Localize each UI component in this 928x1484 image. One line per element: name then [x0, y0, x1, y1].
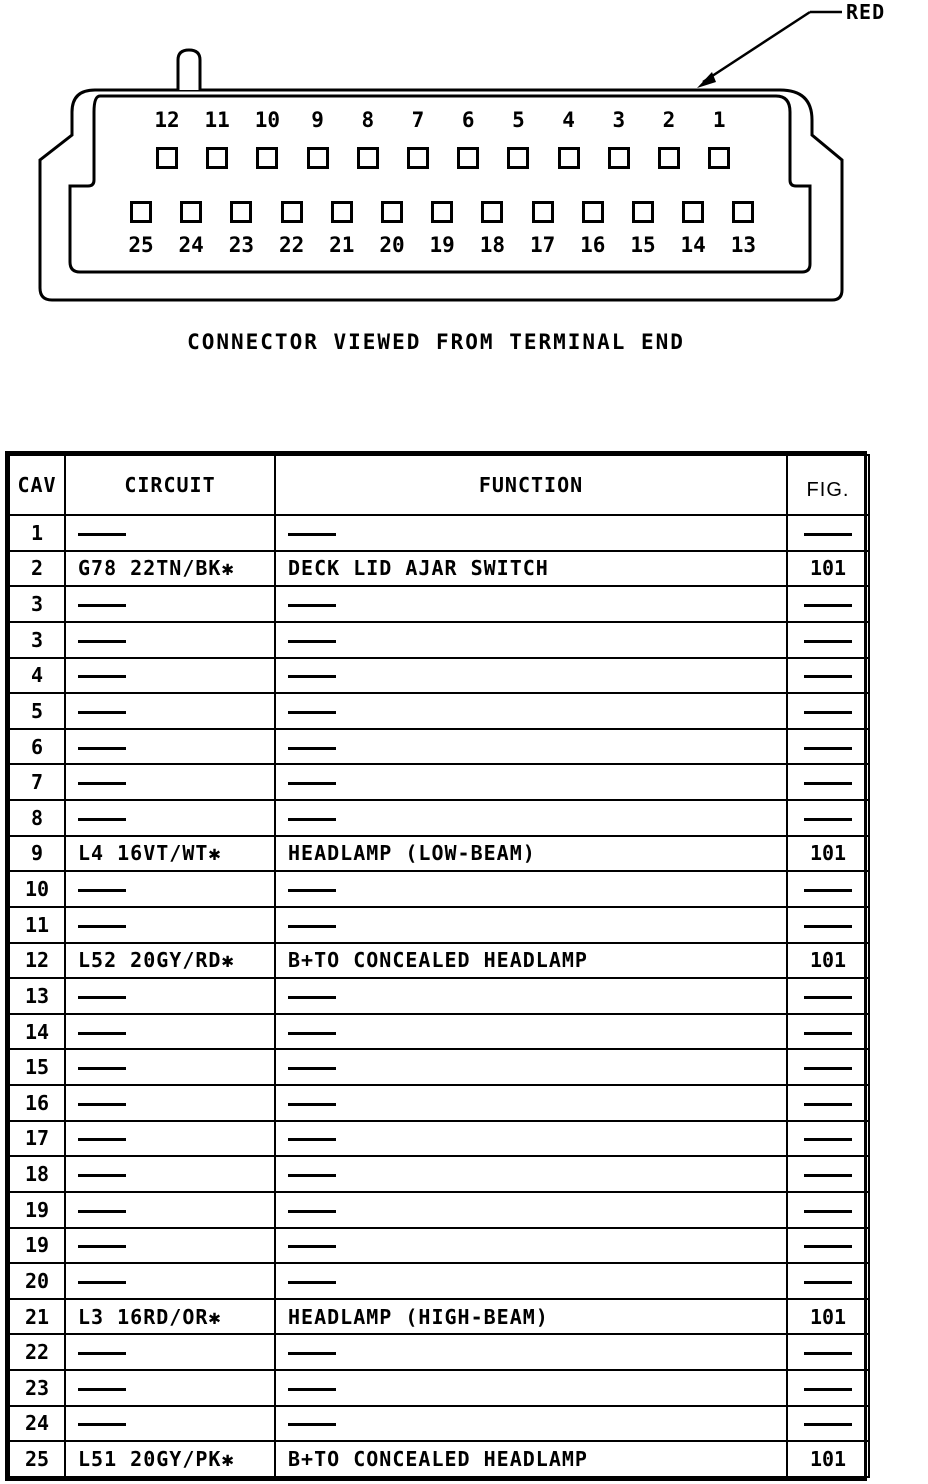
pin-number-label: 4: [562, 108, 575, 132]
fig-cell: 101: [787, 1441, 869, 1477]
cav-cell: 4: [9, 658, 65, 694]
pin-cavity-24: [180, 201, 202, 223]
empty-dash: [804, 1138, 852, 1141]
function-cell: [275, 800, 787, 836]
empty-dash: [288, 1281, 336, 1284]
table-row: [9, 871, 869, 907]
function-cell: [275, 1085, 787, 1121]
pin-number-label: 22: [278, 233, 305, 257]
circuit-cell: [65, 764, 275, 800]
table-row: [9, 1228, 869, 1264]
empty-dash: [804, 1388, 852, 1391]
function-cell: [275, 515, 787, 551]
pin-number-label: 13: [730, 233, 757, 257]
empty-dash: [288, 889, 336, 892]
empty-dash: [288, 782, 336, 785]
empty-dash: [804, 889, 852, 892]
empty-dash: [804, 925, 852, 928]
fig-cell: [787, 764, 869, 800]
circuit-cell: [65, 1156, 275, 1192]
fig-cell: [787, 693, 869, 729]
pin-number-label: 19: [429, 233, 455, 257]
cav-cell: 14: [9, 1014, 65, 1050]
table-row: [9, 1049, 869, 1085]
table-header-row: [9, 455, 869, 515]
table-row: [9, 1014, 869, 1050]
empty-dash: [804, 1032, 852, 1035]
fig-cell: 101: [787, 943, 869, 979]
table-row: [9, 1156, 869, 1192]
table-row: [9, 515, 869, 551]
pin-cavity-21: [331, 201, 353, 223]
function-cell: HEADLAMP (HIGH-BEAM): [275, 1299, 787, 1335]
cav-cell: 20: [9, 1263, 65, 1299]
circuit-cell: [65, 871, 275, 907]
pin-number-label: 16: [580, 233, 606, 257]
empty-dash: [804, 1352, 852, 1355]
empty-dash: [288, 1245, 336, 1248]
fig-cell: [787, 907, 869, 943]
table-row: [9, 907, 869, 943]
cav-cell: 7: [9, 764, 65, 800]
circuit-cell: [65, 693, 275, 729]
empty-dash: [78, 711, 126, 714]
pin-cavity-8: [357, 147, 379, 169]
cav-cell: 5: [9, 693, 65, 729]
pin-number-label: 23: [228, 233, 255, 257]
cav-cell: 8: [9, 800, 65, 836]
pinout-table: [5, 451, 867, 1481]
table-row: [9, 1121, 869, 1157]
table-row: [9, 978, 869, 1014]
empty-dash: [804, 1067, 852, 1070]
cav-cell: 3: [9, 586, 65, 622]
fig-cell: [787, 729, 869, 765]
empty-dash: [288, 818, 336, 821]
red-wire-label: RED: [846, 0, 886, 24]
connector-caption: CONNECTOR VIEWED FROM TERMINAL END: [187, 330, 685, 354]
empty-dash: [78, 1245, 126, 1248]
function-cell: [275, 978, 787, 1014]
fig-cell: [787, 586, 869, 622]
empty-dash: [288, 1388, 336, 1391]
table-row: [9, 693, 869, 729]
function-cell: [275, 1121, 787, 1157]
cav-cell: 10: [9, 871, 65, 907]
empty-dash: [78, 1210, 126, 1213]
cav-cell: 24: [9, 1406, 65, 1442]
circuit-cell: [65, 1228, 275, 1264]
pin-cavity-19: [431, 201, 453, 223]
locking-tab: [178, 50, 200, 90]
cav-cell: 19: [9, 1228, 65, 1264]
table-row: [9, 1334, 869, 1370]
function-cell: DECK LID AJAR SWITCH: [275, 551, 787, 587]
empty-dash: [804, 747, 852, 750]
fig-cell: [787, 800, 869, 836]
pin-cavity-18: [481, 201, 503, 223]
circuit-cell: [65, 586, 275, 622]
empty-dash: [288, 1352, 336, 1355]
empty-dash: [804, 1423, 852, 1426]
table-row: [9, 1406, 869, 1442]
circuit-cell: [65, 1049, 275, 1085]
table-row: [9, 764, 869, 800]
pin-cavity-7: [407, 147, 429, 169]
function-cell: [275, 1370, 787, 1406]
function-cell: [275, 586, 787, 622]
empty-dash: [288, 640, 336, 643]
empty-dash: [804, 782, 852, 785]
cav-cell: 16: [9, 1085, 65, 1121]
pin-number-label: 18: [479, 233, 506, 257]
empty-dash: [78, 996, 126, 999]
cav-cell: 12: [9, 943, 65, 979]
cav-cell: 25: [9, 1441, 65, 1477]
circuit-cell: L51 20GY/PK✱: [65, 1441, 275, 1477]
pin-cavity-6: [457, 147, 479, 169]
pin-number-label: 20: [379, 233, 405, 257]
function-cell: [275, 1049, 787, 1085]
pin-number-label: 2: [662, 108, 676, 132]
fig-cell: [787, 1085, 869, 1121]
fig-cell: [787, 1263, 869, 1299]
function-cell: HEADLAMP (LOW-BEAM): [275, 836, 787, 872]
empty-dash: [288, 711, 336, 714]
circuit-cell: [65, 1121, 275, 1157]
empty-dash: [78, 782, 126, 785]
empty-dash: [78, 1352, 126, 1355]
circuit-cell: [65, 729, 275, 765]
empty-dash: [804, 604, 852, 607]
empty-dash: [78, 889, 126, 892]
empty-dash: [288, 996, 336, 999]
empty-dash: [78, 818, 126, 821]
empty-dash: [804, 640, 852, 643]
pin-cavity-14: [682, 201, 704, 223]
table-row: [9, 943, 869, 979]
table-row: [9, 800, 869, 836]
fig-cell: [787, 515, 869, 551]
pin-number-label: 25: [128, 233, 154, 257]
circuit-cell: L4 16VT/WT✱: [65, 836, 275, 872]
circuit-cell: [65, 622, 275, 658]
fig-cell: [787, 1192, 869, 1228]
fig-cell: 101: [787, 1299, 869, 1335]
function-cell: [275, 871, 787, 907]
function-cell: [275, 729, 787, 765]
empty-dash: [78, 1032, 126, 1035]
pin-number-label: 1: [712, 108, 726, 132]
pin-cavity-20: [381, 201, 403, 223]
pin-number-label: 10: [254, 108, 281, 132]
pin-cavity-25: [130, 201, 152, 223]
table-row: [9, 1441, 869, 1477]
pin-number-label: 15: [630, 233, 656, 257]
circuit-cell: [65, 658, 275, 694]
table-row: [9, 586, 869, 622]
function-cell: [275, 1014, 787, 1050]
pin-cavity-5: [507, 147, 529, 169]
empty-dash: [804, 675, 852, 678]
empty-dash: [804, 1210, 852, 1213]
fig-cell: 101: [787, 836, 869, 872]
empty-dash: [804, 533, 852, 536]
cav-cell: 15: [9, 1049, 65, 1085]
function-cell: [275, 1334, 787, 1370]
table-row: [9, 622, 869, 658]
fig-cell: [787, 1049, 869, 1085]
fig-cell: [787, 1121, 869, 1157]
cav-cell: 22: [9, 1334, 65, 1370]
function-cell: [275, 658, 787, 694]
pin-cavity-15: [632, 201, 654, 223]
empty-dash: [804, 711, 852, 714]
table-row: [9, 1370, 869, 1406]
table-row: [9, 836, 869, 872]
pin-cavity-9: [307, 147, 329, 169]
function-cell: [275, 1228, 787, 1264]
header-fig: FIG.: [787, 455, 869, 515]
empty-dash: [288, 675, 336, 678]
fig-cell: [787, 871, 869, 907]
cav-cell: 9: [9, 836, 65, 872]
header-cav: CAV: [9, 455, 65, 515]
pin-cavity-2: [658, 147, 680, 169]
fig-cell: 101: [787, 551, 869, 587]
circuit-cell: [65, 1014, 275, 1050]
function-cell: B+TO CONCEALED HEADLAMP: [275, 943, 787, 979]
circuit-cell: [65, 978, 275, 1014]
empty-dash: [288, 925, 336, 928]
red-wire-leader: [697, 12, 842, 88]
cav-cell: 18: [9, 1156, 65, 1192]
circuit-cell: [65, 800, 275, 836]
table-row: [9, 1085, 869, 1121]
circuit-cell: G78 22TN/BK✱: [65, 551, 275, 587]
function-cell: [275, 1406, 787, 1442]
empty-dash: [78, 604, 126, 607]
empty-dash: [78, 1388, 126, 1391]
pin-cavity-12: [156, 147, 178, 169]
empty-dash: [78, 675, 126, 678]
empty-dash: [78, 1067, 126, 1070]
pin-cavity-22: [281, 201, 303, 223]
circuit-cell: [65, 1263, 275, 1299]
table-row: [9, 1299, 869, 1335]
table-row: [9, 1192, 869, 1228]
pin-number-label: 9: [311, 108, 324, 132]
empty-dash: [78, 925, 126, 928]
pin-number-label: 24: [178, 233, 204, 257]
empty-dash: [288, 1423, 336, 1426]
pin-cavity-13: [732, 201, 754, 223]
pin-cavity-1: [708, 147, 730, 169]
function-cell: B+TO CONCEALED HEADLAMP: [275, 1441, 787, 1477]
function-cell: [275, 622, 787, 658]
empty-dash: [78, 1103, 126, 1106]
empty-dash: [78, 533, 126, 536]
empty-dash: [78, 640, 126, 643]
pin-number-label: 14: [680, 233, 706, 257]
empty-dash: [804, 996, 852, 999]
cav-cell: 1: [9, 515, 65, 551]
empty-dash: [804, 1245, 852, 1248]
empty-dash: [288, 1067, 336, 1070]
circuit-cell: [65, 1334, 275, 1370]
table-row: [9, 658, 869, 694]
fig-cell: [787, 658, 869, 694]
empty-dash: [804, 818, 852, 821]
empty-dash: [288, 533, 336, 536]
circuit-cell: L52 20GY/RD✱: [65, 943, 275, 979]
function-cell: [275, 764, 787, 800]
cav-cell: 2: [9, 551, 65, 587]
pin-number-label: 11: [204, 108, 230, 132]
pin-cavity-17: [532, 201, 554, 223]
cav-cell: 13: [9, 978, 65, 1014]
pin-number-label: 3: [612, 108, 626, 132]
circuit-cell: [65, 1192, 275, 1228]
fig-cell: [787, 1406, 869, 1442]
pin-number-label: 21: [329, 233, 355, 257]
circuit-cell: [65, 907, 275, 943]
empty-dash: [804, 1174, 852, 1177]
empty-dash: [78, 1281, 126, 1284]
cav-cell: 3: [9, 622, 65, 658]
function-cell: [275, 1156, 787, 1192]
pin-cavity-23: [230, 201, 252, 223]
pin-cavity-3: [608, 147, 630, 169]
pin-number-label: 12: [154, 108, 180, 132]
function-cell: [275, 907, 787, 943]
function-cell: [275, 1263, 787, 1299]
fig-cell: [787, 1228, 869, 1264]
pin-cavity-4: [558, 147, 580, 169]
circuit-cell: [65, 1370, 275, 1406]
pin-cavity-11: [206, 147, 228, 169]
empty-dash: [288, 604, 336, 607]
empty-dash: [804, 1103, 852, 1106]
cav-cell: 23: [9, 1370, 65, 1406]
cav-cell: 21: [9, 1299, 65, 1335]
empty-dash: [288, 1210, 336, 1213]
table-row: [9, 1263, 869, 1299]
pin-cavity-16: [582, 201, 604, 223]
function-cell: [275, 1192, 787, 1228]
circuit-cell: [65, 515, 275, 551]
fig-cell: [787, 622, 869, 658]
empty-dash: [78, 1174, 126, 1177]
circuit-cell: [65, 1406, 275, 1442]
circuit-cell: L3 16RD/OR✱: [65, 1299, 275, 1335]
fig-cell: [787, 978, 869, 1014]
fig-cell: [787, 1370, 869, 1406]
empty-dash: [804, 1281, 852, 1284]
circuit-cell: [65, 1085, 275, 1121]
empty-dash: [288, 747, 336, 750]
fig-cell: [787, 1334, 869, 1370]
empty-dash: [78, 1138, 126, 1141]
header-function: FUNCTION: [275, 455, 787, 515]
cav-cell: 11: [9, 907, 65, 943]
empty-dash: [78, 1423, 126, 1426]
fig-cell: [787, 1014, 869, 1050]
cav-cell: 6: [9, 729, 65, 765]
fig-cell: [787, 1156, 869, 1192]
pin-number-label: 6: [461, 108, 475, 132]
header-circuit: CIRCUIT: [65, 455, 275, 515]
empty-dash: [288, 1032, 336, 1035]
empty-dash: [288, 1103, 336, 1106]
pin-cavity-10: [256, 147, 278, 169]
empty-dash: [78, 747, 126, 750]
cav-cell: 17: [9, 1121, 65, 1157]
pin-number-label: 17: [529, 233, 556, 257]
cav-cell: 19: [9, 1192, 65, 1228]
pin-number-label: 7: [411, 108, 425, 132]
table-row: [9, 551, 869, 587]
function-cell: [275, 693, 787, 729]
empty-dash: [288, 1174, 336, 1177]
table-body: [9, 515, 869, 1477]
pin-number-label: 5: [512, 108, 525, 132]
table-row: [9, 729, 869, 765]
pin-number-label: 8: [361, 108, 375, 132]
empty-dash: [288, 1138, 336, 1141]
